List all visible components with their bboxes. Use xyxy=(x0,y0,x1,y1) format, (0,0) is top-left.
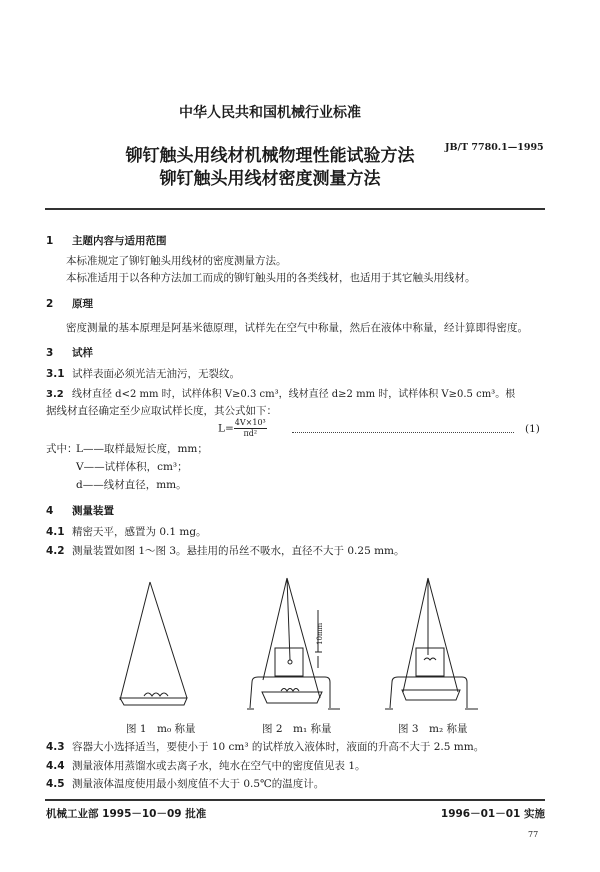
clause-text: 测量液体用蒸馏水或去离子水，纯水在空气中的密度值见表 1。 xyxy=(72,760,366,772)
section-title: 试样 xyxy=(72,347,93,359)
clause-3-2 xyxy=(46,385,515,400)
formula-denominator: πd² xyxy=(243,429,258,438)
paragraph: 本标准适用于以各种方法加工而成的铆钉触头用的各类线材，也适用于其它触头用线材。 xyxy=(66,272,476,284)
beaker xyxy=(416,648,444,676)
section-3-heading xyxy=(46,345,93,360)
clause-number: 3.2 xyxy=(46,389,64,400)
clause-4-2 xyxy=(46,543,405,558)
beaker xyxy=(275,648,303,676)
variable-V: V——试样体积，cm³； xyxy=(76,461,188,473)
formula-numerator: 4V×10³ xyxy=(234,418,266,427)
figure-2-drawing xyxy=(247,578,340,709)
clause-text: 试样表面必须光洁无油污，无裂纹。 xyxy=(72,368,240,380)
header-rule xyxy=(45,208,545,210)
where-label: 式中： xyxy=(46,443,78,455)
org-standard-heading: 中华人民共和国机械行业标准 xyxy=(179,105,361,121)
figure-3-drawing xyxy=(385,578,478,709)
page-number: 77 xyxy=(528,830,539,839)
title-line-1: 铆钉触头用线材机械物理性能试验方法 xyxy=(125,146,415,166)
section-title: 原理 xyxy=(72,298,93,310)
clause-4-5 xyxy=(46,776,324,791)
section-1-heading xyxy=(46,233,167,248)
formula-fraction xyxy=(234,418,267,439)
paragraph: 本标准规定了铆钉触头用线材的密度测量方法。 xyxy=(66,255,287,267)
figure-3-caption: 图 3 m₂ 称量 xyxy=(398,723,468,735)
standard-number: JB/T 7780.1—1995 xyxy=(445,142,544,153)
variable-L: L——取样最短长度，mm； xyxy=(76,443,208,455)
formula-leader-dots xyxy=(292,424,514,433)
figure-2-caption: 图 2 m₁ 称量 xyxy=(262,723,332,735)
section-4-heading xyxy=(46,503,114,518)
formula-lhs: L= xyxy=(218,422,234,435)
clause-number: 4.4 xyxy=(46,760,65,772)
section-title: 主题内容与适用范围 xyxy=(72,235,167,247)
section-number: 4 xyxy=(46,505,54,517)
clause-4-1 xyxy=(46,524,207,539)
footer-rule xyxy=(45,799,545,801)
variable-d: d——线材直径，mm。 xyxy=(76,479,187,491)
clause-text: 测量液体温度使用最小刻度值不大于 0.5℃的温度计。 xyxy=(72,778,325,790)
clause-number: 4.5 xyxy=(46,778,65,790)
clause-number: 4.1 xyxy=(46,526,65,538)
clause-4-4 xyxy=(46,758,366,773)
clause-text: 线材直径 d<2 mm 时，试样体积 V≥0.3 cm³，线材直径 d≥2 mm 时，试样体积 V≥0.5 cm³。根 xyxy=(72,389,516,400)
clause-3-1 xyxy=(46,366,240,381)
title-line-2: 铆钉触头用线材密度测量方法 xyxy=(159,169,381,189)
dimension-label: 10mm xyxy=(316,622,324,645)
effective-date: 1996－01－01 实施 xyxy=(440,808,545,820)
paragraph: 密度测量的基本原理是阿基米德原理，试样先在空气中称量，然后在液体中称量，经计算即得密度。 xyxy=(66,322,528,334)
section-number: 2 xyxy=(46,298,54,310)
clause-number: 3.1 xyxy=(46,368,65,380)
clause-number: 4.2 xyxy=(46,545,65,557)
formula-label: (1) xyxy=(525,423,540,435)
clause-number: 4.3 xyxy=(46,741,65,753)
apparatus-figures xyxy=(100,570,500,720)
section-title: 测量装置 xyxy=(72,505,114,517)
section-2-heading xyxy=(46,296,93,311)
clause-text: 精密天平，感置为 0.1 mg。 xyxy=(72,526,207,538)
formula xyxy=(218,418,267,439)
clause-3-2-cont: 据线材直径确定至少应取试样长度，其公式如下： xyxy=(46,405,277,417)
clause-4-3 xyxy=(46,739,484,754)
section-number: 3 xyxy=(46,347,54,359)
clause-text: 测量装置如图 1～图 3。悬挂用的吊丝不吸水，直径不大于 0.25 mm。 xyxy=(72,545,405,557)
section-number: 1 xyxy=(46,235,54,247)
figure-1-drawing xyxy=(120,582,187,705)
clause-text: 容器大小选择适当，要使小于 10 cm³ 的试样放入液体时，液面的升高不大于 2.5 mm。 xyxy=(72,741,485,753)
figure-1-caption: 图 1 m₀ 称量 xyxy=(126,723,196,735)
approval-info: 机械工业部 1995－10－09 批准 xyxy=(46,808,207,820)
